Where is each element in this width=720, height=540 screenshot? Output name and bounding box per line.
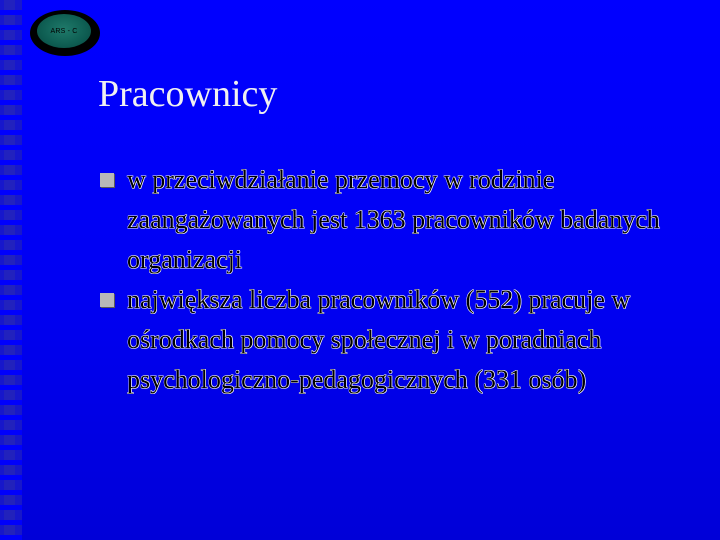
- square-bullet-icon: [100, 293, 114, 307]
- slide-title: Pracownicy: [98, 73, 278, 115]
- side-pattern-strip: [0, 0, 22, 540]
- logo-emblem: [37, 14, 91, 48]
- bullet-item: [98, 160, 703, 280]
- bullet-text: największa liczba pracowników (552) pracuje w ośrodkach pomocy społecznej i w poradniach psychologiczno-pedagogicznych (331 osób): [127, 285, 631, 394]
- bullet-item: [98, 280, 703, 400]
- bullet-text: w przeciwdziałanie przemocy w rodzinie zaangażowanych jest 1363 pracowników badanych organizacji: [127, 165, 660, 274]
- square-bullet-icon: [100, 173, 114, 187]
- logo-text: ARS - C: [50, 27, 78, 35]
- logo: [30, 10, 100, 56]
- bullet-list: [98, 160, 703, 400]
